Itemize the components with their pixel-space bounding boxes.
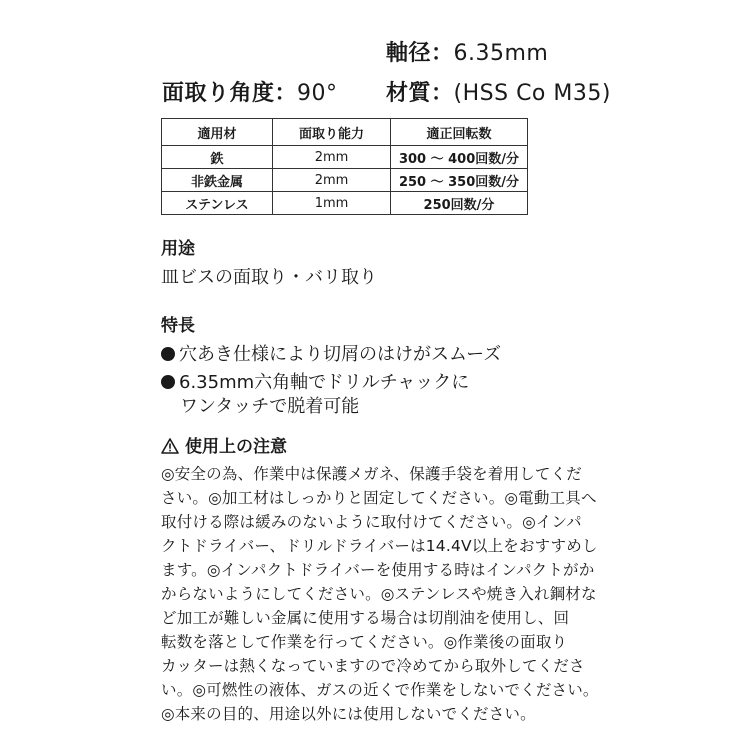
caution-title-row <box>161 432 287 459</box>
table-row <box>162 169 528 192</box>
feature-item <box>161 340 501 366</box>
table-row <box>162 192 528 215</box>
spec-shaft-diameter <box>386 36 548 67</box>
table-header-capacity: 面取り能力 <box>273 119 391 146</box>
spec-material-label: 材質： <box>386 81 454 106</box>
caution-line: 転数を落として作業を行ってください。◎作業後の面取り <box>161 633 568 651</box>
bullet-icon <box>161 347 175 361</box>
table-cell-rpm: 250回数/分 <box>391 192 528 215</box>
feature-text: 6.35mm六角軸でドリルチャックに <box>179 372 470 393</box>
table-cell-material: ステンレス <box>162 192 273 215</box>
table-cell-capacity: 2mm <box>273 146 391 169</box>
table-header-row <box>162 119 528 146</box>
table-cell-capacity: 2mm <box>273 169 391 192</box>
caution-line: からないようにしてください。◎ステンレスや焼き入れ鋼材な <box>161 585 597 603</box>
feature-item-continuation: ワンタッチで脱着可能 <box>180 396 360 417</box>
usage-title: 用途 <box>161 239 195 259</box>
spec-chamfer-angle <box>162 76 338 107</box>
usage-text: 皿ビスの面取り・バリ取り <box>161 267 377 288</box>
spec-shaft-value: 6.35mm <box>453 41 549 66</box>
table-cell-material: 非鉄金属 <box>162 169 273 192</box>
table-cell-capacity: 1mm <box>273 192 391 215</box>
caution-line: い。◎可燃性の液体、ガスの近くで作業をしないでください。 <box>161 681 599 699</box>
caution-line: ます。◎インパクトドライバーを使用する時はインパクトがか <box>161 561 595 579</box>
features-title: 特長 <box>161 316 195 336</box>
spec-material <box>386 76 611 107</box>
caution-line: ◎安全の為、作業中は保護メガネ、保護手袋を着用してくだ <box>161 465 582 483</box>
caution-title: 使用上の注意 <box>185 437 287 457</box>
table-row <box>162 146 528 169</box>
table-cell-material: 鉄 <box>162 146 273 169</box>
bullet-icon <box>161 375 175 389</box>
caution-line: ◎本来の目的、用途以外には使用しないでください。 <box>161 705 536 723</box>
feature-text: 穴あき仕様により切屑のはけがスムーズ <box>179 344 502 365</box>
caution-line: カッターは熱くなっていますので冷めてから取外してくださ <box>161 657 585 675</box>
caution-line: ど加工が難しい金属に使用する場合は切削油を使用し、回 <box>161 609 570 627</box>
application-table <box>161 118 528 215</box>
warning-icon <box>161 438 179 459</box>
table-cell-rpm: 250 〜 350回数/分 <box>391 169 528 192</box>
spec-shaft-label: 軸径： <box>386 41 454 66</box>
table-header-rpm: 適正回転数 <box>391 119 528 146</box>
feature-item <box>161 368 469 394</box>
caution-line: クトドライバー、ドリルドライバーは14.4V以上をおすすめし <box>161 537 598 555</box>
caution-line: さい。◎加工材はしっかりと固定してください。◎電動工具へ <box>161 489 597 507</box>
table-cell-rpm: 300 〜 400回数/分 <box>391 146 528 169</box>
spec-angle-value: 90° <box>297 81 338 106</box>
spec-angle-label: 面取り角度： <box>162 81 298 106</box>
table-header-material: 適用材 <box>162 119 273 146</box>
spec-material-value: (HSS Co M35) <box>453 81 611 106</box>
caution-line: 取付ける際は緩みのないように取付けてください。◎インパ <box>161 513 582 531</box>
